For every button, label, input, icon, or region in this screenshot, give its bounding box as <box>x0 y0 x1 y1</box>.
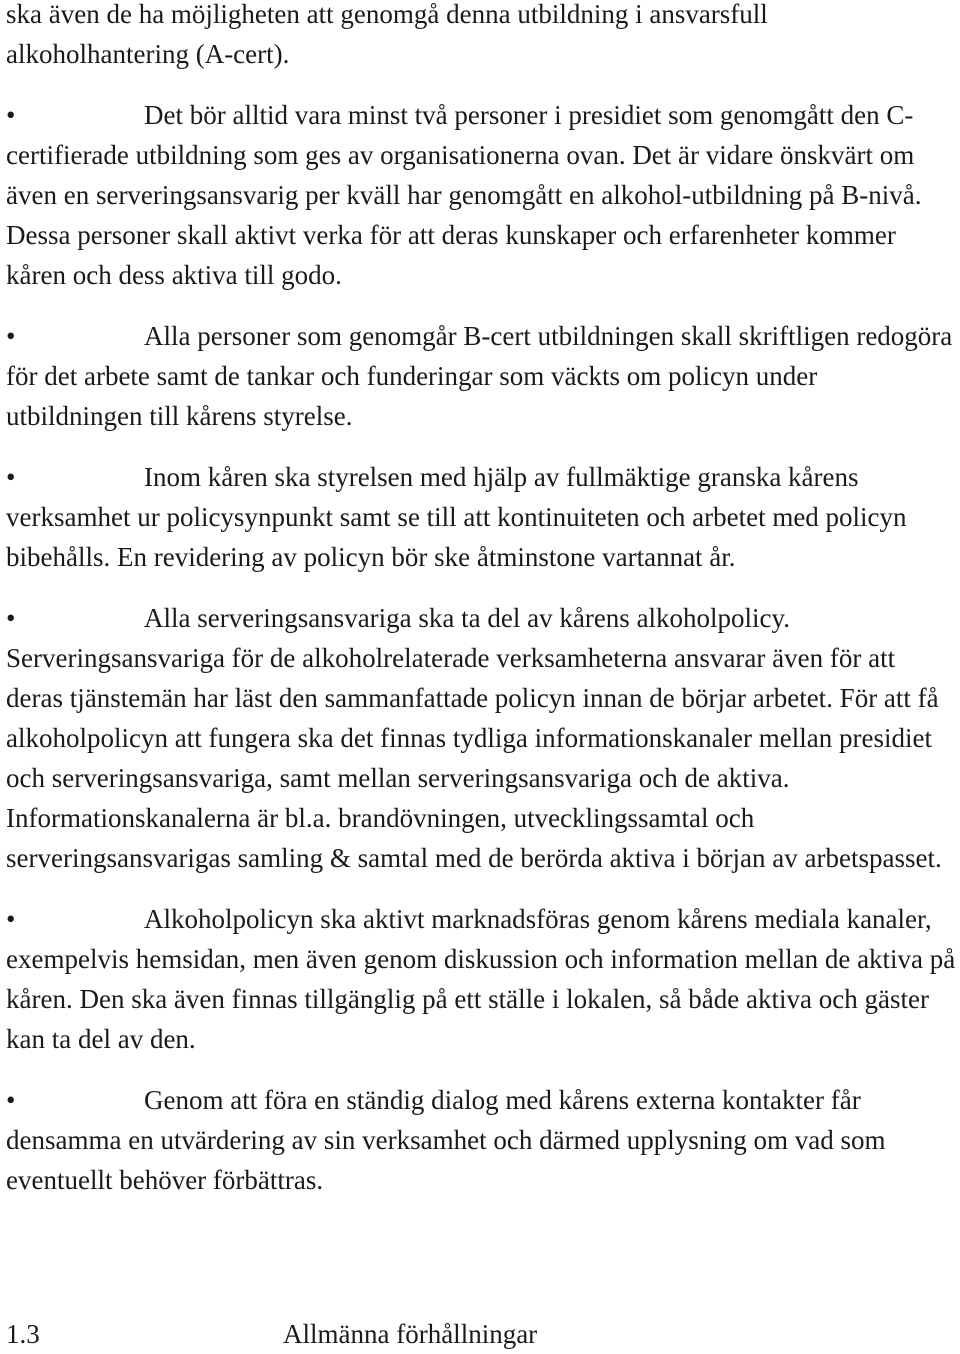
bullet-text-1: Det bör alltid vara minst två personer i presidiet som genomgått den C-certifierade utbildning som ges av organisationerna ovan. Det är vidare önskvärt om även en serveringsansvarig per kväll har genomgått en alkohol-utbildning på B-nivå. Dessa personer skall aktivt verka för att deras kunskaper och erfarenheter kommer kåren och dess aktiva till godo. <box>6 100 922 290</box>
bullet-icon: • <box>6 462 16 492</box>
bullet-paragraph-2 <box>6 316 956 436</box>
bullet-icon: • <box>6 904 16 934</box>
section-title: Allmänna förhållningar <box>283 1319 538 1349</box>
bullet-icon: • <box>6 603 16 633</box>
bullet-text-4: Alla serveringsansvariga ska ta del av kårens alkoholpolicy. Serveringsansvariga för de alkoholrelaterade verksamheterna ansvarar även för att deras tjänstemän har läst den sammanfattade policyn innan de börjar arbetet. För att få alkoholpolicyn att fungera ska det finnas tydliga informationskanaler mellan presidiet och serveringsansvariga, samt mellan serveringsansvariga och de aktiva. Informationskanalerna är bl.a. brandövningen, utvecklingssamtal och serveringsansvarigas samling & samtal med de berörda aktiva i början av arbetspasset. <box>6 603 942 873</box>
bullet-icon: • <box>6 1085 16 1115</box>
bullet-text-5: Alkoholpolicyn ska aktivt marknadsföras genom kårens mediala kanaler, exempelvis hemsidan, men även genom diskussion och information mellan de aktiva på kåren. Den ska även finnas tillgänglig på ett ställe i lokalen, så både aktiva och gäster kan ta del av den. <box>6 904 956 1054</box>
bullet-paragraph-1 <box>6 95 956 295</box>
section-heading <box>6 1314 537 1354</box>
bullet-icon: • <box>6 321 16 351</box>
bullet-text-3: Inom kåren ska styrelsen med hjälp av fullmäktige granska kårens verksamhet ur policysynpunkt samt se till att kontinuiteten och arbetet med policyn bibehålls. En revidering av policyn bör ske åtminstone vartannat år. <box>6 462 907 572</box>
bullet-paragraph-6 <box>6 1080 956 1200</box>
section-number: 1.3 <box>6 1319 40 1349</box>
bullet-paragraph-4 <box>6 598 956 878</box>
bullet-text-6: Genom att föra en ständig dialog med kårens externa kontakter får densamma en utvärdering av sin verksamhet och därmed upplysning om vad som eventuellt behöver förbättras. <box>6 1085 886 1195</box>
bullet-text-2: Alla personer som genomgår B-cert utbildningen skall skriftligen redogöra för det arbete samt de tankar och funderingar som väckts om policyn under utbildningen till kårens styrelse. <box>6 321 953 431</box>
intro-paragraph: ska även de ha möjligheten att genomgå denna utbildning i ansvarsfull alkoholhantering (A-cert). <box>6 0 768 69</box>
bullet-paragraph-5 <box>6 899 956 1059</box>
document-body <box>6 0 956 1200</box>
bullet-paragraph-3 <box>6 457 956 577</box>
bullet-icon: • <box>6 100 16 130</box>
